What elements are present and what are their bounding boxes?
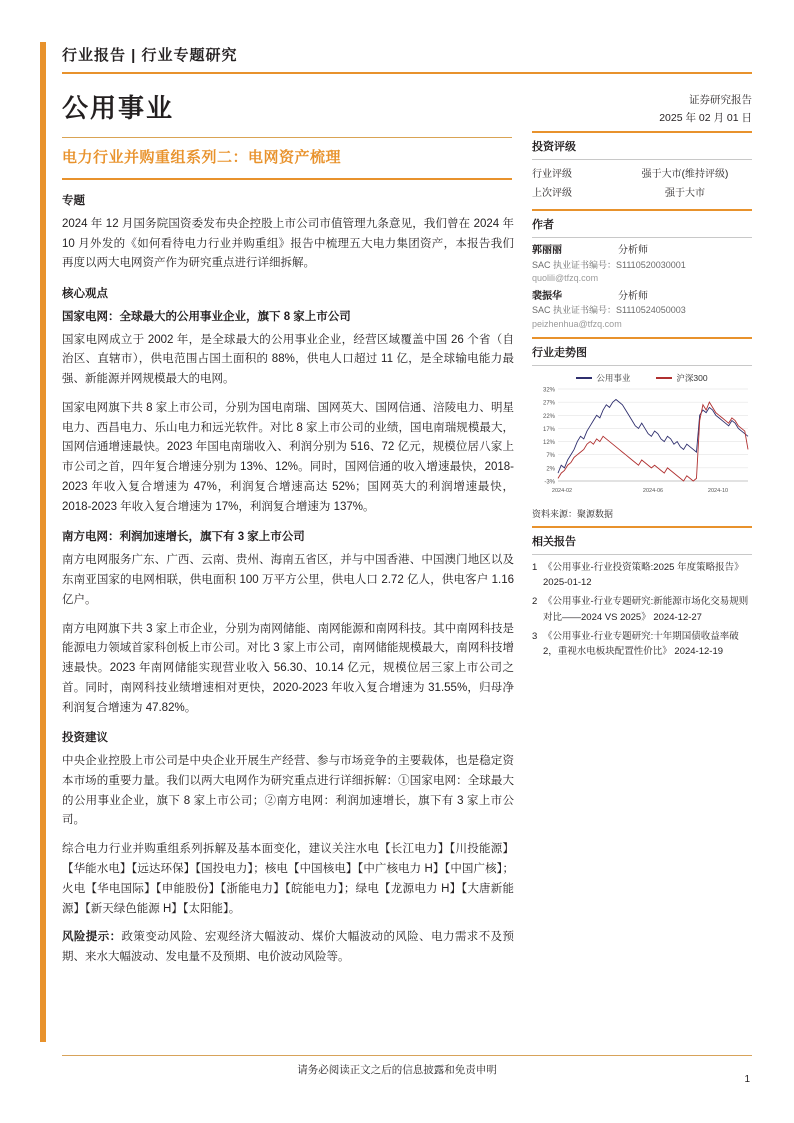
report-date: 2025 年 02 月 01 日: [659, 112, 752, 124]
author-entry: [532, 243, 752, 286]
legend-swatch: [656, 377, 672, 379]
sidebar: [532, 92, 752, 663]
related-index: 2: [532, 596, 538, 608]
sidebar-divider-8: [532, 554, 752, 555]
authors-title: 作者: [532, 219, 554, 231]
section-special: 专题: [62, 195, 85, 207]
footer-divider: [62, 1055, 752, 1056]
section-investment-advice: 投资建议: [62, 732, 108, 745]
related-index: 3: [532, 630, 538, 642]
author-sac: SAC 执业证书编号：S1110520030001: [532, 259, 686, 270]
related-text: 《公用事业-行业专题研究:新能源市场化交易规则对比——2024 VS 2025》 2024-12-27: [543, 596, 749, 623]
svg-text:2024-10: 2024-10: [707, 488, 729, 494]
paragraph-risk: [62, 928, 514, 968]
paragraph-intro: 2024 年 12 月国务院国资委发布央企控股上市公司市值管理九条意见，我们曾在 2024 年 10 月外发的《如何看待电力行业并购重组》报告中梳理五大电力集团资产，本报告我们再度以两大电网资产作为研究重点进行详细拆解。: [62, 217, 514, 270]
page-header: [62, 44, 752, 65]
chart-legend: [532, 372, 752, 384]
sidebar-divider-1: [532, 131, 752, 133]
rating-row: [532, 165, 752, 184]
svg-text:7%: 7%: [546, 453, 555, 460]
report-subtitle: 电力行业并购重组系列二：电网资产梳理: [62, 149, 342, 166]
author-email[interactable]: quolili@tfzq.com: [532, 273, 599, 283]
section-core-subhead: 国家电网：全球最大的公用事业企业，旗下 8 家上市公司: [62, 310, 351, 323]
header-divider: [62, 72, 752, 74]
subtitle-divider: [62, 178, 512, 180]
breadcrumb: 行业报告 | 行业专题研究: [62, 47, 238, 64]
related-report-item[interactable]: [532, 594, 752, 624]
sidebar-divider-3: [532, 209, 752, 211]
author-name: 裴振华: [532, 290, 562, 302]
related-text: 《公用事业-行业投资策略:2025 年度策略报告》 2025-01-12: [543, 562, 744, 589]
legend-label: 公用事业: [596, 373, 631, 383]
related-text: 《公用事业-行业专题研究:十年期国债收益率破 2，重视水电板块配置性价比》 2024-12-19: [543, 630, 739, 657]
legend-label: 沪深300: [676, 373, 708, 383]
chart-canvas: [532, 385, 752, 497]
legend-item-1: [576, 372, 630, 384]
author-name: 郭丽丽: [532, 245, 562, 256]
rating-label: 上次评级: [532, 188, 572, 199]
author-sac: SAC 执业证书编号：S1110524050003: [532, 305, 686, 315]
chart-source: 资料来源：聚源数据: [532, 509, 614, 519]
rating-row: [532, 184, 752, 203]
risk-label: 风险提示：: [62, 931, 122, 944]
svg-text:2024-06: 2024-06: [642, 488, 664, 494]
svg-text:12%: 12%: [542, 440, 555, 447]
related-report-item[interactable]: [532, 560, 752, 590]
industry-trend-chart: [532, 372, 752, 504]
sidebar-divider-7: [532, 526, 752, 528]
sidebar-divider-2: [532, 159, 752, 160]
page-title: 公用事业: [62, 93, 175, 123]
svg-text:17%: 17%: [542, 426, 555, 433]
paragraph-4: 南方电网旗下共 3 家上市企业，分别为南网储能、南网能源和南网科技。其中南网科技是能源电力领域首家科创板上市公司。对比 3 家上市公司，南网储能规模最大，南网科技增速最快。2023 年南网储能实现营业收入 56.30、10.14 亿元，规模位居三家上市公司之首。同时，南网科技业绩增速相对更快，2020-2023 年收入复合增速为 31.55%，归母净利润复合增速为 47.82%。: [62, 622, 514, 714]
paragraph-5: 中央企业控股上市公司是中央企业开展生产经营、参与市场竞争的主要载体，也是稳定资本市场的重要力量。我们以两大电网作为研究重点进行详细拆解：①国家电网：全球最大的公用事业企业，旗下 8 家上市公司；②南方电网：利润加速增长，旗下有 3 家上市公司。: [62, 755, 514, 827]
page-number: 1: [744, 1074, 750, 1085]
section-south-grid: 南方电网：利润加速增长，旗下有 3 家上市公司: [62, 531, 305, 544]
related-report-item[interactable]: [532, 629, 752, 659]
trend-chart-title: 行业走势图: [532, 347, 587, 359]
author-role: 分析师: [618, 245, 648, 256]
paragraph-3: 南方电网服务广东、广西、云南、贵州、海南五省区，并与中国香港、中国澳门地区以及东南亚国家的电网相联，供电面积 100 万平方公里，供电人口 2.72 亿人，供电客户 1.16 亿户。: [62, 554, 514, 606]
related-index: 1: [532, 562, 538, 573]
sidebar-divider-6: [532, 365, 752, 366]
report-type: 证券研究报告: [689, 94, 752, 106]
rating-value: 强于大市(维持评级): [641, 169, 729, 180]
title-divider: [62, 137, 512, 138]
rating-box-title: 投资评级: [532, 141, 576, 153]
svg-text:27%: 27%: [542, 400, 555, 407]
svg-text:32%: 32%: [542, 387, 555, 394]
footer-disclaimer: 请务必阅读正文之后的信息披露和免责申明: [297, 1064, 497, 1076]
sidebar-divider-4: [532, 237, 752, 238]
rating-value: 强于大市: [665, 188, 705, 199]
legend-swatch: [576, 377, 592, 379]
sidebar-divider-5: [532, 337, 752, 339]
author-email[interactable]: peizhenhua@tfzq.com: [532, 318, 622, 329]
svg-text:22%: 22%: [542, 413, 555, 420]
author-entry: [532, 289, 752, 332]
svg-text:-3%: -3%: [544, 479, 555, 486]
paragraph-1: 国家电网成立于 2002 年，是全球最大的公用事业企业，经营区域覆盖中国 26 个省（自治区、直辖市），供电范围占国土面积的 88%，供电人口超过 11 亿，是全球输电能力最强、新能源并网规模最大的电网。: [62, 333, 514, 386]
article-body: [62, 192, 514, 977]
svg-text:2024-02: 2024-02: [551, 488, 573, 494]
left-accent-bar: [40, 42, 46, 1042]
legend-item-2: [656, 372, 707, 384]
related-reports-title: 相关报告: [532, 536, 576, 548]
paragraph-2: 国家电网旗下共 8 家上市公司，分别为国电南瑞、国网英大、国网信通、涪陵电力、明星电力、西昌电力、乐山电力和远光软件。对比 8 家上市公司的业绩，国电南瑞规模最大，国网信通增速最快。2023 年国电南瑞收入、利润分别为 516、72 亿元，规模位居八家上市公司之首，四年复合增速分别为 13%、12%。同时，国网信通的收入增速最快，2018-2023 年收入复合增速为 47%，利润复合增速高达 52%；国网英大的利润增速最快，2018-2023 年收入复合增速为 17%，利润复合增速为 137%。: [62, 401, 514, 513]
risk-body: 政策变动风险、宏观经济大幅波动、煤价大幅波动的风险、电力需求不及预期、来水大幅波动、发电量不及预期、电价波动风险等。: [62, 931, 515, 964]
section-core-view: 核心观点: [62, 288, 108, 301]
author-role: 分析师: [618, 290, 648, 302]
rating-label: 行业评级: [532, 169, 572, 180]
paragraph-6: 综合电力行业并购重组系列拆解及基本面变化，建议关注水电【长江电力】【川投能源】【华能水电】【远达环保】【国投电力】；核电【中国核电】【中广核电力 H】【中国广核】；火电【华电国际】【申能股份】【浙能电力】【皖能电力】；绿电【龙源电力 H】【大唐新能源】【新天绿色能源 H】【太阳能】。: [62, 843, 514, 915]
svg-text:2%: 2%: [546, 466, 555, 473]
